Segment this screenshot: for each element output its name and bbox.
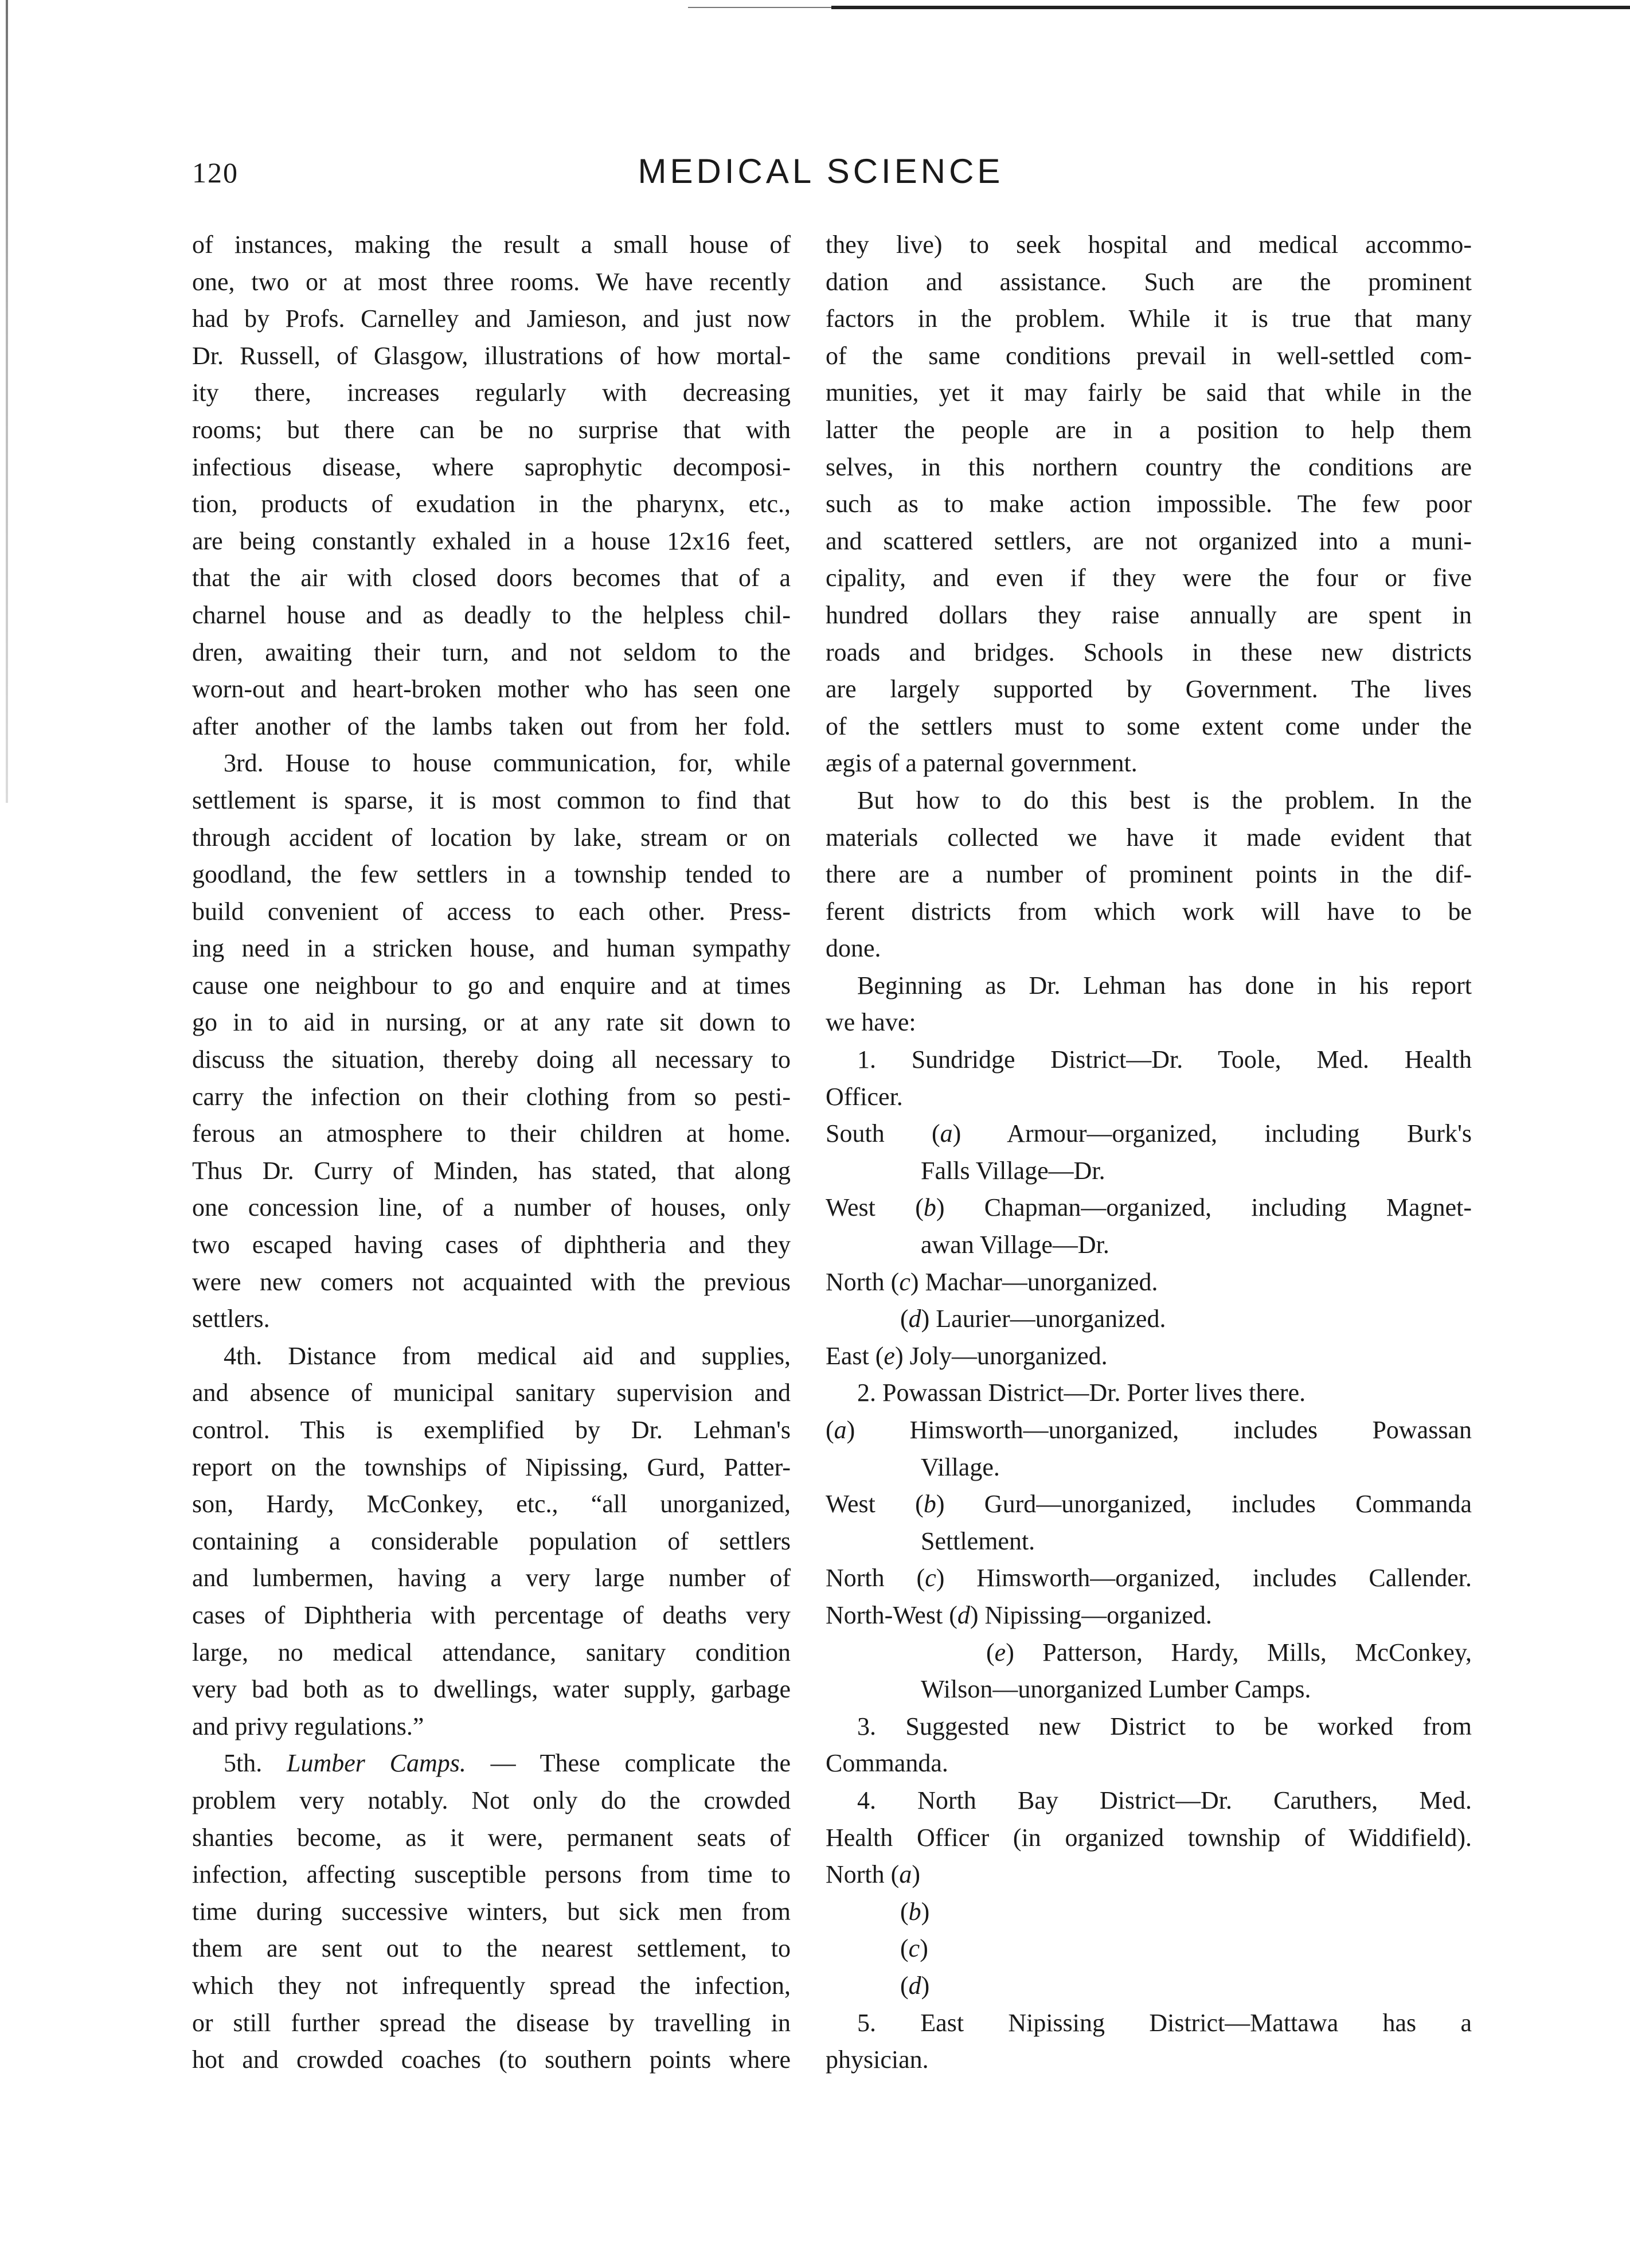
text-segment: (: [986, 1638, 995, 1666]
text-line: of the same conditions prevail in well-settled com-: [826, 341, 1472, 370]
text-line: and privy regulations.”: [192, 1712, 424, 1740]
text-line: 4th. Distance from medical aid and supplies,: [224, 1341, 791, 1370]
text-line: 4. North Bay District—Dr. Caruthers, Med.: [857, 1786, 1472, 1814]
text-segment: (: [900, 1897, 909, 1926]
page-number: 120: [192, 157, 239, 189]
text-segment: North (: [826, 1564, 925, 1592]
text-segment: ) Laurier—unorganized.: [921, 1305, 1166, 1333]
text-line: 3. Suggested new District to be worked from: [857, 1712, 1472, 1740]
text-line: are being constantly exhaled in a house 12x16 feet,: [192, 526, 791, 555]
text-segment: (: [900, 1305, 909, 1333]
text-line: cause one neighbour to go and enquire and at times: [192, 971, 791, 1000]
italic-text: b: [923, 1490, 936, 1518]
text-line: which they not infrequently spread the infection,: [192, 1971, 791, 2000]
text-segment: West (: [826, 1193, 924, 1222]
text-line: Commanda.: [826, 1749, 948, 1778]
text-line: [826, 1115, 1472, 1153]
right-column: [826, 227, 1472, 2079]
text-line: Wilson—unorganized Lumber Camps.: [921, 1675, 1311, 1704]
text-segment: (: [826, 1416, 834, 1444]
italic-text: e: [884, 1341, 895, 1370]
italic-text: c: [908, 1934, 920, 1963]
text-segment: North-West (: [826, 1601, 957, 1629]
text-line: son, Hardy, McConkey, etc., “all unorganized,: [192, 1490, 791, 1518]
text-line: dation and assistance. Such are the prominent: [826, 267, 1472, 296]
italic-text: c: [899, 1267, 910, 1296]
text-line: [826, 1189, 1472, 1227]
text-segment: ) Machar—unorganized.: [910, 1267, 1158, 1296]
text-segment: North (: [826, 1267, 900, 1296]
text-line: 5. East Nipissing District—Mattawa has a: [857, 2008, 1472, 2037]
text-line: Beginning as Dr. Lehman has done in his report: [857, 971, 1472, 1000]
text-line: them are sent out to the nearest settlement, to: [192, 1934, 791, 1963]
text-segment: (: [900, 1934, 909, 1963]
text-line: control. This is exemplified by Dr. Lehman's: [192, 1416, 791, 1444]
text-segment: (: [900, 1971, 909, 2000]
text-line: two escaped having cases of diphtheria and they: [192, 1231, 791, 1259]
scan-edge-artifact: [6, 0, 8, 803]
text-line: ferous an atmosphere to their children at home.: [192, 1119, 791, 1148]
text-line: [826, 1634, 1472, 1672]
text-line: shanties become, as it were, permanent seats of: [192, 1823, 791, 1852]
text-segment: ): [920, 1934, 928, 1963]
text-line: dren, awaiting their turn, and not seldom to the: [192, 638, 791, 666]
left-column: [192, 227, 791, 2079]
text-line: [826, 1412, 1472, 1449]
text-segment: West (: [826, 1490, 924, 1518]
text-line: [826, 1264, 1472, 1301]
text-line: problem very notably. Not only do the crowded: [192, 1786, 791, 1814]
text-line: [826, 1968, 1472, 2005]
text-line: munities, yet it may fairly be said that while in the: [826, 378, 1472, 407]
text-line: infection, affecting susceptible persons from time to: [192, 1860, 791, 1889]
text-line: physician.: [826, 2046, 929, 2074]
text-segment: ) Gurd—unorganized, includes Commanda: [936, 1490, 1472, 1518]
text-line: latter the people are in a position to help them: [826, 415, 1472, 444]
text-line: Village.: [921, 1453, 1000, 1481]
text-line: ity there, increases regularly with decreasing: [192, 378, 791, 407]
text-line: But how to do this best is the problem. In the: [857, 786, 1472, 814]
text-line: cipality, and even if they were the four or five: [826, 564, 1472, 592]
text-line: we have:: [826, 1008, 916, 1037]
text-line: time during successive winters, but sick men from: [192, 1897, 791, 1926]
text-segment: North (: [826, 1860, 900, 1889]
text-segment: ): [921, 1971, 930, 2000]
text-line: rooms; but there can be no surprise that with: [192, 415, 791, 444]
text-line: discuss the situation, thereby doing all necessary to: [192, 1045, 791, 1074]
italic-text: d: [908, 1305, 921, 1333]
text-line: charnel house and as deadly to the helpless chil-: [192, 600, 791, 629]
text-line: Settlement.: [921, 1527, 1035, 1555]
text-line: had by Profs. Carnelley and Jamieson, and just now: [192, 305, 791, 333]
text-line: large, no medical attendance, sanitary condition: [192, 1638, 791, 1666]
italic-text: b: [908, 1897, 921, 1926]
text-line: [826, 1597, 1472, 1634]
text-line: [826, 1338, 1472, 1375]
text-line: [826, 1930, 1472, 1968]
running-title: MEDICAL SCIENCE: [638, 152, 1004, 190]
text-line: hot and crowded coaches (to southern points where: [192, 2046, 791, 2074]
text-line: that the air with closed doors becomes that of a: [192, 564, 791, 592]
text-line: goodland, the few settlers in a township tended to: [192, 860, 791, 889]
top-rule: [831, 6, 1630, 9]
text-line: build convenient of access to each other. Press-: [192, 897, 791, 926]
text-segment: ) Himsworth—unorganized, includes Powassan: [846, 1416, 1472, 1444]
text-line: roads and bridges. Schools in these new districts: [826, 638, 1472, 666]
text-line: very bad both as to dwellings, water supply, garbage: [192, 1675, 791, 1704]
italic-text: e: [994, 1638, 1006, 1666]
italic-text: a: [899, 1860, 912, 1889]
text-line: containing a considerable population of settlers: [192, 1527, 791, 1555]
text-line: [826, 1560, 1472, 1597]
text-line: are largely supported by Government. The lives: [826, 675, 1472, 704]
text-line: 1. Sundridge District—Dr. Toole, Med. Health: [857, 1045, 1472, 1074]
text-segment: ) Joly—unorganized.: [894, 1341, 1108, 1370]
text-segment: ) Chapman—organized, including Magnet-: [936, 1193, 1472, 1222]
text-line: 3rd. House to house communication, for, while: [224, 749, 791, 778]
text-line: awan Village—Dr.: [921, 1231, 1109, 1259]
italic-text: d: [957, 1601, 970, 1629]
text-line: factors in the problem. While it is true that many: [826, 305, 1472, 333]
text-segment: ): [912, 1860, 920, 1889]
text-line: [826, 1486, 1472, 1523]
italic-text: b: [923, 1193, 936, 1222]
text-line: carry the infection on their clothing from so pesti-: [192, 1082, 791, 1111]
text-line: or still further spread the disease by travelling in: [192, 2008, 791, 2037]
text-segment: 5th.: [224, 1749, 287, 1778]
text-line: Health Officer (in organized township of Widdifield).: [826, 1823, 1472, 1852]
text-segment: South (: [826, 1119, 940, 1148]
text-line: they live) to seek hospital and medical accommo-: [826, 231, 1472, 259]
italic-text: a: [834, 1416, 847, 1444]
text-line: and absence of municipal sanitary supervision and: [192, 1379, 791, 1407]
text-line: of instances, making the result a small house of: [192, 231, 791, 259]
text-line: materials collected we have it made evident that: [826, 823, 1472, 852]
text-line: [826, 1894, 1472, 1931]
text-line: were new comers not acquainted with the previous: [192, 1267, 791, 1296]
text-line: done.: [826, 934, 881, 963]
text-line: report on the townships of Nipissing, Gurd, Patter-: [192, 1453, 791, 1481]
text-line: Thus Dr. Curry of Minden, has stated, that along: [192, 1156, 791, 1185]
text-segment: ) Armour—organized, including Burk's: [952, 1119, 1472, 1148]
text-line: Falls Village—Dr.: [921, 1156, 1105, 1185]
text-line: one, two or at most three rooms. We have recently: [192, 267, 791, 296]
text-segment: ): [921, 1897, 930, 1926]
text-line: ing need in a stricken house, and human sympathy: [192, 934, 791, 963]
text-line: through accident of location by lake, stream or on: [192, 823, 791, 852]
text-line: Officer.: [826, 1082, 903, 1111]
text-line: hundred dollars they raise annually are spent in: [826, 600, 1472, 629]
text-line: Dr. Russell, of Glasgow, illustrations of how mortal-: [192, 341, 791, 370]
text-line: one concession line, of a number of houses, only: [192, 1193, 791, 1222]
text-line: cases of Diphtheria with percentage of deaths very: [192, 1601, 791, 1629]
text-line: after another of the lambs taken out from her fold.: [192, 712, 791, 740]
text-segment: ) Nipissing—organized.: [970, 1601, 1212, 1629]
text-segment: East (: [826, 1341, 884, 1370]
text-segment: ) Patterson, Hardy, Mills, McConkey,: [1006, 1638, 1472, 1666]
italic-text: c: [925, 1564, 936, 1592]
text-line: [192, 1745, 791, 1782]
text-line: selves, in this northern country the conditions are: [826, 452, 1472, 481]
text-line: settlers.: [192, 1305, 270, 1333]
text-line: [826, 1856, 1472, 1894]
text-line: such as to make action impossible. The few poor: [826, 490, 1472, 518]
text-line: tion, products of exudation in the pharynx, etc.,: [192, 490, 791, 518]
top-rule-thin: [688, 7, 831, 8]
text-line: ferent districts from which work will have to be: [826, 897, 1472, 926]
text-line: 2. Powassan District—Dr. Porter lives there.: [857, 1379, 1306, 1407]
italic-text: d: [908, 1971, 921, 2000]
text-line: and lumbermen, having a very large number of: [192, 1564, 791, 1592]
text-line: settlement is sparse, it is most common to find that: [192, 786, 791, 814]
text-line: there are a number of prominent points in the dif-: [826, 860, 1472, 889]
text-segment: — These complicate the: [466, 1749, 791, 1778]
text-line: infectious disease, where saprophytic decomposi-: [192, 452, 791, 481]
text-line: and scattered settlers, are not organized into a muni-: [826, 526, 1472, 555]
text-line: go in to aid in nursing, or at any rate sit down to: [192, 1008, 791, 1037]
text-segment: ) Himsworth—organized, includes Callender.: [936, 1564, 1472, 1592]
italic-text: Lumber Camps.: [287, 1749, 466, 1778]
text-line: of the settlers must to some extent come under the: [826, 712, 1472, 740]
text-line: ægis of a paternal government.: [826, 749, 1138, 778]
text-line: worn-out and heart-broken mother who has seen one: [192, 675, 791, 704]
italic-text: a: [940, 1119, 953, 1148]
text-line: [826, 1301, 1472, 1338]
